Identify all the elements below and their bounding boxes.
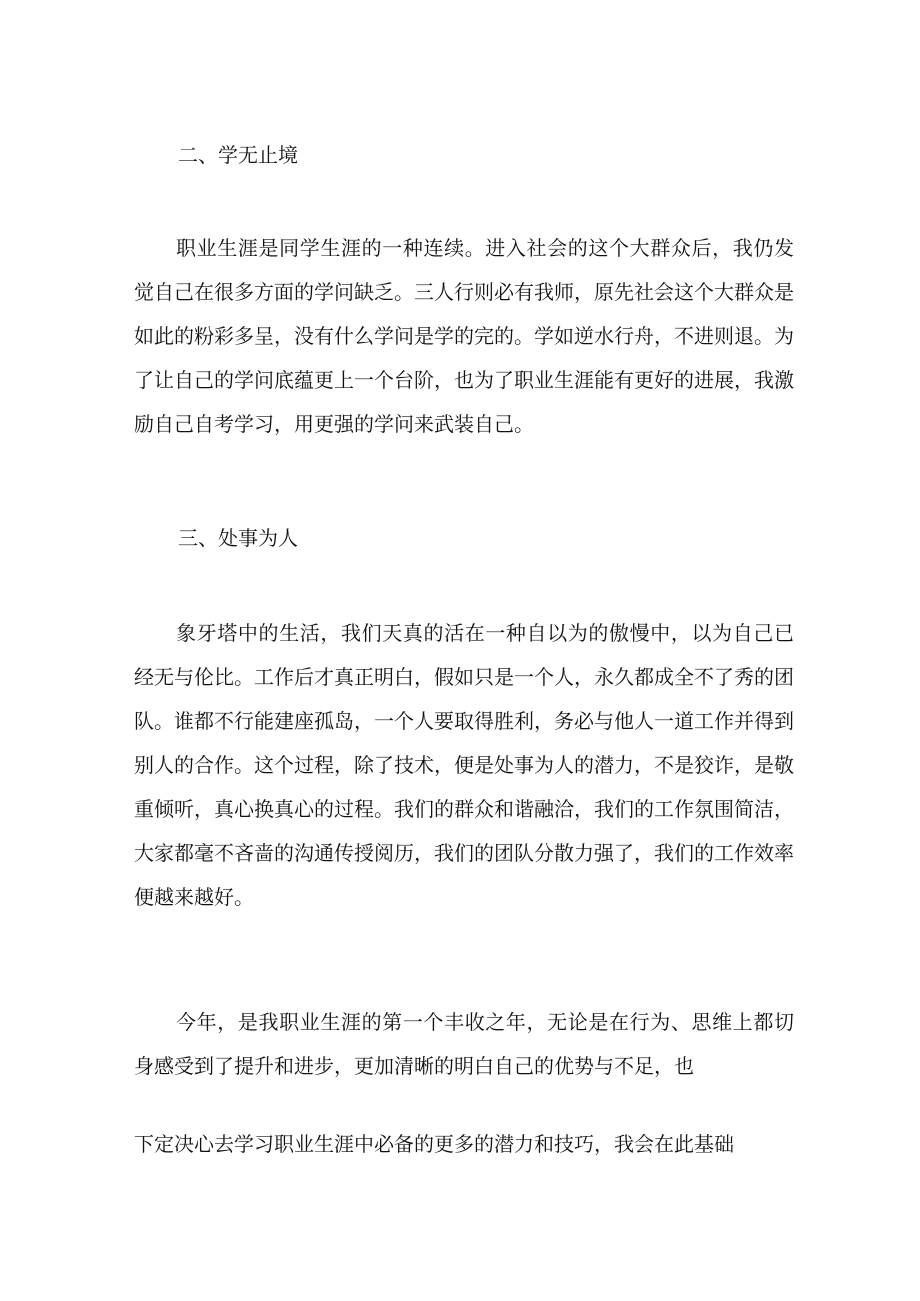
- section-heading-3: 三、处事为人: [178, 526, 298, 550]
- paragraph-continuation: [134, 1122, 794, 1166]
- paragraph-conduct: [134, 611, 794, 919]
- paragraph-line: 身感受到了提升和进步，更加清晰的明白自己的优势与不足，也: [134, 1054, 694, 1078]
- paragraph-line: 队。谁都不行能建座孤岛，一个人要取得胜利，务必与他人一道工作并得到: [134, 709, 794, 733]
- paragraph-line: 重倾听，真心换真心的过程。我们的群众和谐融洽，我们的工作氛围简洁，: [134, 797, 794, 821]
- paragraph-line: 励自己自考学习，用更强的学问来武装自己。: [134, 412, 534, 436]
- paragraph-line: 如此的粉彩多呈，没有什么学问是学的完的。学如逆水行舟，不进则退。为: [134, 324, 794, 348]
- paragraph-line: 经无与伦比。工作后才真正明白，假如只是一个人，永久都成全不了秀的团: [134, 665, 794, 689]
- paragraph-line: 今年，是我职业生涯的第一个丰收之年，无论是在行为、思维上都切: [176, 1010, 794, 1034]
- paragraph-lifelong-learning: [134, 226, 794, 446]
- section-heading-2: 二、学无止境: [178, 143, 298, 167]
- paragraph-line: 象牙塔中的生活，我们天真的活在一种自以为的傲慢中，以为自己已: [176, 621, 794, 645]
- paragraph-line: 便越来越好。: [134, 885, 254, 909]
- paragraph-line: 觉自己在很多方面的学问缺乏。三人行则必有我师，原先社会这个大群众是: [134, 280, 794, 304]
- paragraph-line: 大家都毫不吝啬的沟通传授阅历，我们的团队分散力强了，我们的工作效率: [134, 841, 794, 865]
- paragraph-line: 下定决心去学习职业生涯中必备的更多的潜力和技巧，我会在此基础: [134, 1132, 734, 1156]
- paragraph-line: 别人的合作。这个过程，除了技术，便是处事为人的潜力，不是狡诈，是敬: [134, 753, 794, 777]
- paragraph-line: 职业生涯是同学生涯的一种连续。进入社会的这个大群众后，我仍发: [176, 236, 794, 260]
- paragraph-line: 了让自己的学问底蕴更上一个台阶，也为了职业生涯能有更好的进展，我激: [134, 368, 794, 392]
- paragraph-closing: [134, 1000, 794, 1088]
